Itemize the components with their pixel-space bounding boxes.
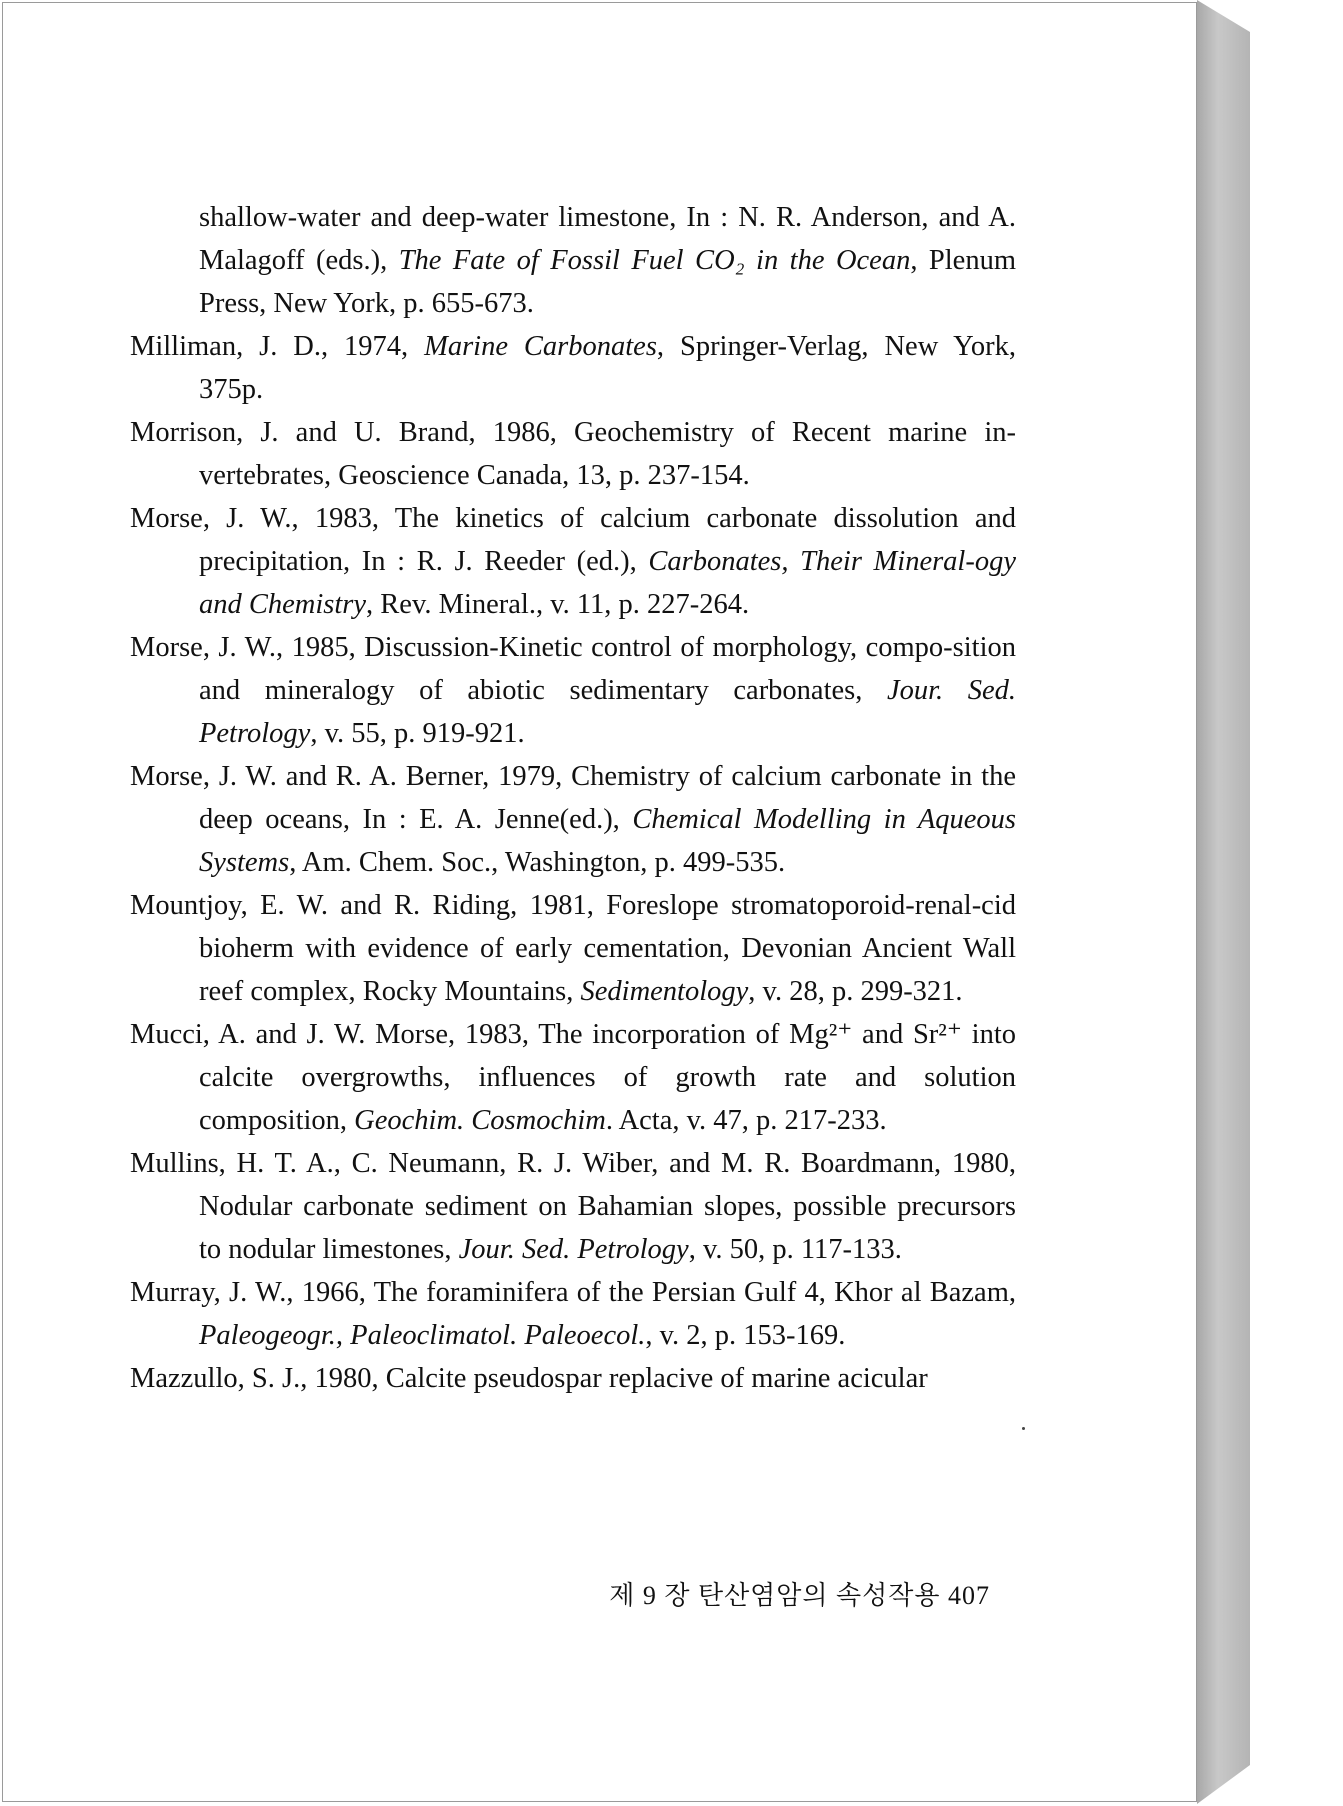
reference-entry bbox=[130, 755, 1016, 884]
reference-text: , v. 55, p. 919-921. bbox=[310, 718, 525, 749]
reference-text: , Rev. Mineral., v. 11, p. 227-264. bbox=[366, 589, 750, 620]
reference-title-italic: The Fate of Fossil Fuel CO₂ in the Ocean bbox=[398, 245, 911, 276]
reference-entry bbox=[130, 1013, 1016, 1142]
reference-entry bbox=[130, 884, 1016, 1013]
reference-text: Milliman, J. D., 1974, bbox=[130, 331, 425, 362]
reference-text: Mazzullo, S. J., 1980, Calcite pseudospar replacive of marine acicular bbox=[130, 1363, 928, 1394]
reference-text: Morse, J. W., 1985, Discussion-Kinetic control of morphology, compo-sition and mineralogy of abiotic sedimentary carbonates, bbox=[130, 632, 1016, 706]
reference-title-italic: Carbonates, Their Mineral-ogy and Chemistry bbox=[199, 546, 1016, 620]
reference-title-italic: Geochim. Cosmochim bbox=[354, 1105, 606, 1136]
reference-list bbox=[130, 196, 1016, 1400]
reference-title-italic: Sedimentology bbox=[580, 976, 749, 1007]
reference-entry bbox=[130, 626, 1016, 755]
reference-entry bbox=[130, 1271, 1016, 1357]
reference-entry bbox=[130, 411, 1016, 497]
page-footer: 제 9 장 탄산염암의 속성작용 407 bbox=[609, 1581, 990, 1610]
reference-title-italic: Chemical Modelling in Aqueous Systems bbox=[199, 804, 1016, 878]
reference-text: Mountjoy, E. W. and R. Riding, 1981, Foreslope stromatoporoid-renal-cid bioherm with evidence of early cementation, Devonian Ancient Wall reef complex, Rocky Mountains, bbox=[130, 890, 1016, 1007]
reference-title-italic: Jour. Sed. Petrology bbox=[199, 675, 1017, 749]
reference-title-italic: Marine Carbonates bbox=[424, 331, 657, 362]
reference-text: , v. 28, p. 299-321. bbox=[748, 976, 963, 1007]
reference-entry bbox=[130, 196, 1016, 325]
reference-text: , Plenum Press, New York, p. 655-673. bbox=[199, 245, 1017, 319]
reference-text: , v. 50, p. 117-133. bbox=[688, 1234, 902, 1265]
book-spine bbox=[1197, 0, 1250, 1804]
reference-entry bbox=[130, 325, 1016, 411]
ink-speck bbox=[1022, 1427, 1025, 1430]
reference-text: Mucci, A. and J. W. Morse, 1983, The incorporation of Mg²⁺ and Sr²⁺ into calcite overgrowths, influences of growth rate and solution composition, bbox=[130, 1019, 1016, 1136]
reference-text: Morse, J. W., 1983, The kinetics of calcium carbonate dissolution and precipitation, In : R. J. Reeder (ed.), bbox=[130, 503, 1016, 577]
reference-text: , Am. Chem. Soc., Washington, p. 499-535. bbox=[289, 847, 786, 878]
reference-text: , Springer-Verlag, New York, 375p. bbox=[199, 331, 1016, 405]
reference-text: Morrison, J. and U. Brand, 1986, Geochemistry of Recent marine in-vertebrates, Geoscience Canada, 13, p. 237-154. bbox=[130, 417, 1016, 491]
reference-text: Mullins, H. T. A., C. Neumann, R. J. Wiber, and M. R. Boardmann, 1980, Nodular carbonate sediment on Bahamian slopes, possible precursors to nodular limestones, bbox=[130, 1148, 1016, 1265]
reference-text: Murray, J. W., 1966, The foraminifera of the Persian Gulf 4, Khor al Bazam, bbox=[130, 1277, 1016, 1308]
reference-text: shallow-water and deep-water limestone, In : N. R. Anderson, and A. Malagoff (eds.), bbox=[199, 202, 1016, 276]
reference-entry bbox=[130, 1142, 1016, 1271]
reference-title-italic: Paleogeogr., Paleoclimatol. Paleoecol. bbox=[199, 1320, 646, 1351]
reference-entry bbox=[130, 1357, 1016, 1400]
reference-entry bbox=[130, 497, 1016, 626]
reference-text: , v. 2, p. 153-169. bbox=[645, 1320, 846, 1351]
reference-title-italic: Jour. Sed. Petrology bbox=[458, 1234, 689, 1265]
reference-text: . Acta, v. 47, p. 217-233. bbox=[605, 1105, 887, 1136]
reference-text: Morse, J. W. and R. A. Berner, 1979, Chemistry of calcium carbonate in the deep oceans, In : E. A. Jenne(ed.), bbox=[130, 761, 1016, 835]
